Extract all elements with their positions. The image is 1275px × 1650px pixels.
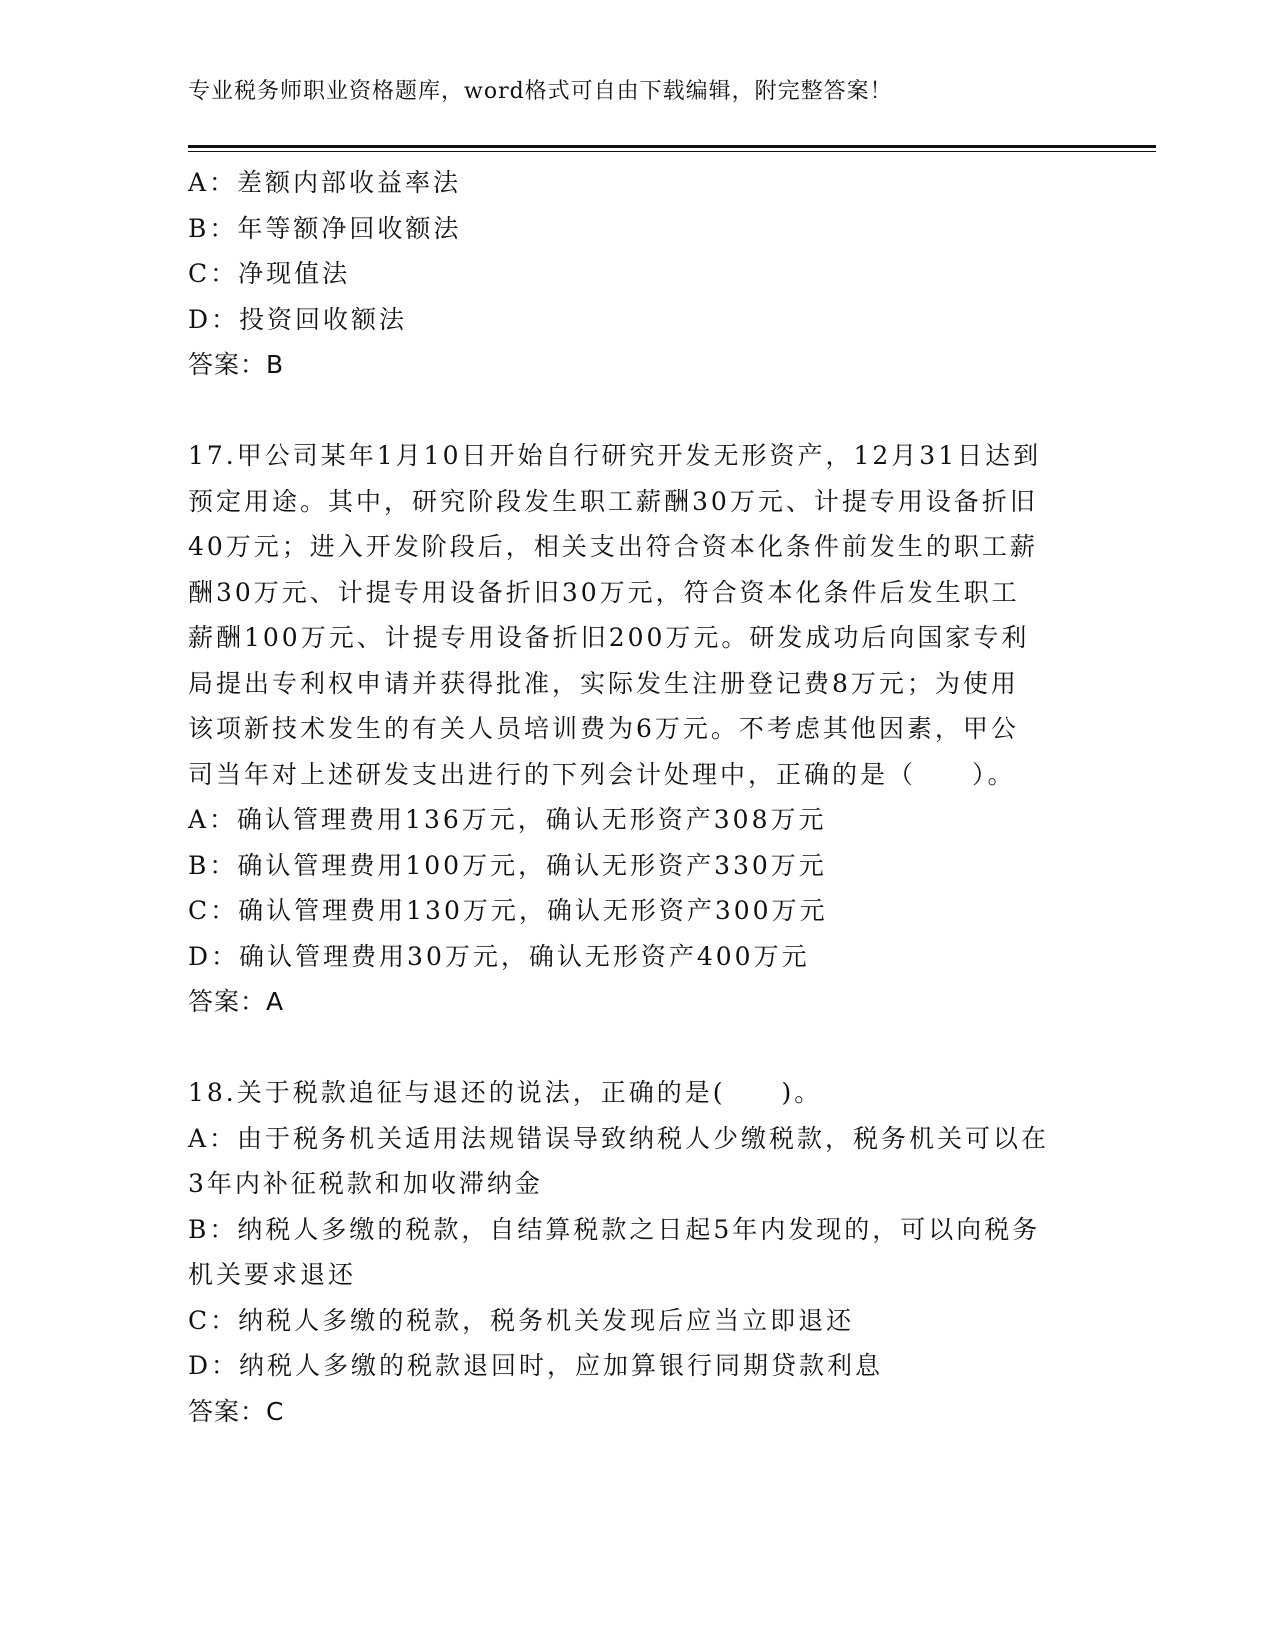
header-rule-thin bbox=[188, 151, 1156, 152]
answer-label: 答案：B bbox=[188, 350, 285, 379]
question-18 bbox=[188, 1070, 1088, 1434]
question-stem-line: 17.甲公司某年1月10日开始自行研究开发无形资产，12月31日达到 bbox=[188, 441, 1042, 470]
option-c: C：净现值法 bbox=[188, 259, 351, 288]
option-d: D：确认管理费用30万元，确认无形资产400万元 bbox=[188, 941, 810, 971]
option-a: A：确认管理费用136万元，确认无形资产308万元 bbox=[188, 805, 827, 834]
question-stem-line: 局提出专利权申请并获得批准，实际发生注册登记费8万元；为使用 bbox=[188, 668, 1019, 698]
spacer bbox=[188, 1025, 1088, 1071]
question-stem-line: 预定用途。其中，研究阶段发生职工薪酬30万元、计提专用设备折旧 bbox=[188, 486, 1038, 516]
option-b: B：确认管理费用100万元，确认无形资产330万元 bbox=[188, 850, 827, 880]
question-stem-line: 薪酬100万元、计提专用设备折旧200万元。研发成功后向国家专利 bbox=[188, 623, 1030, 652]
question-16 bbox=[188, 160, 1088, 388]
option-a-line-2: 3年内补征税款和加收滞纳金 bbox=[188, 1169, 543, 1198]
document-body bbox=[188, 160, 1088, 1434]
option-d: D：纳税人多缴的税款退回时，应加算银行同期贷款利息 bbox=[188, 1351, 884, 1380]
answer-label: 答案：C bbox=[188, 1396, 285, 1426]
question-stem-line: 40万元；进入开发阶段后，相关支出符合资本化条件前发生的职工薪 bbox=[188, 532, 1038, 561]
header-rule-thick bbox=[188, 145, 1156, 148]
option-c: C：确认管理费用130万元，确认无形资产300万元 bbox=[188, 896, 828, 925]
option-a: A：差额内部收益率法 bbox=[188, 168, 462, 197]
question-stem-line: 司当年对上述研发支出进行的下列会计处理中，正确的是（ ）。 bbox=[188, 759, 1016, 789]
question-stem: 18.关于税款追征与退还的说法，正确的是( )。 bbox=[188, 1078, 823, 1107]
option-a-line-1: A：由于税务机关适用法规错误导致纳税人少缴税款，税务机关可以在 bbox=[188, 1123, 1050, 1153]
answer-label: 答案：A bbox=[188, 987, 285, 1016]
option-d: D：投资回收额法 bbox=[188, 304, 408, 334]
option-b: B：年等额净回收额法 bbox=[188, 213, 462, 243]
question-17 bbox=[188, 433, 1088, 1025]
question-stem-line: 该项新技术发生的有关人员培训费为6万元。不考虑其他因素，甲公 bbox=[188, 714, 1019, 743]
option-b-line-1: B：纳税人多缴的税款，自结算税款之日起5年内发现的，可以向税务 bbox=[188, 1214, 1041, 1244]
page-header: 专业税务师职业资格题库，word格式可自由下载编辑，附完整答案！ bbox=[188, 79, 893, 104]
question-stem-line: 酬30万元、计提专用设备折旧30万元，符合资本化条件后发生职工 bbox=[188, 577, 1020, 607]
spacer bbox=[188, 388, 1088, 434]
option-c: C：纳税人多缴的税款，税务机关发现后应当立即退还 bbox=[188, 1305, 855, 1335]
option-b-line-2: 机关要求退还 bbox=[188, 1260, 357, 1289]
